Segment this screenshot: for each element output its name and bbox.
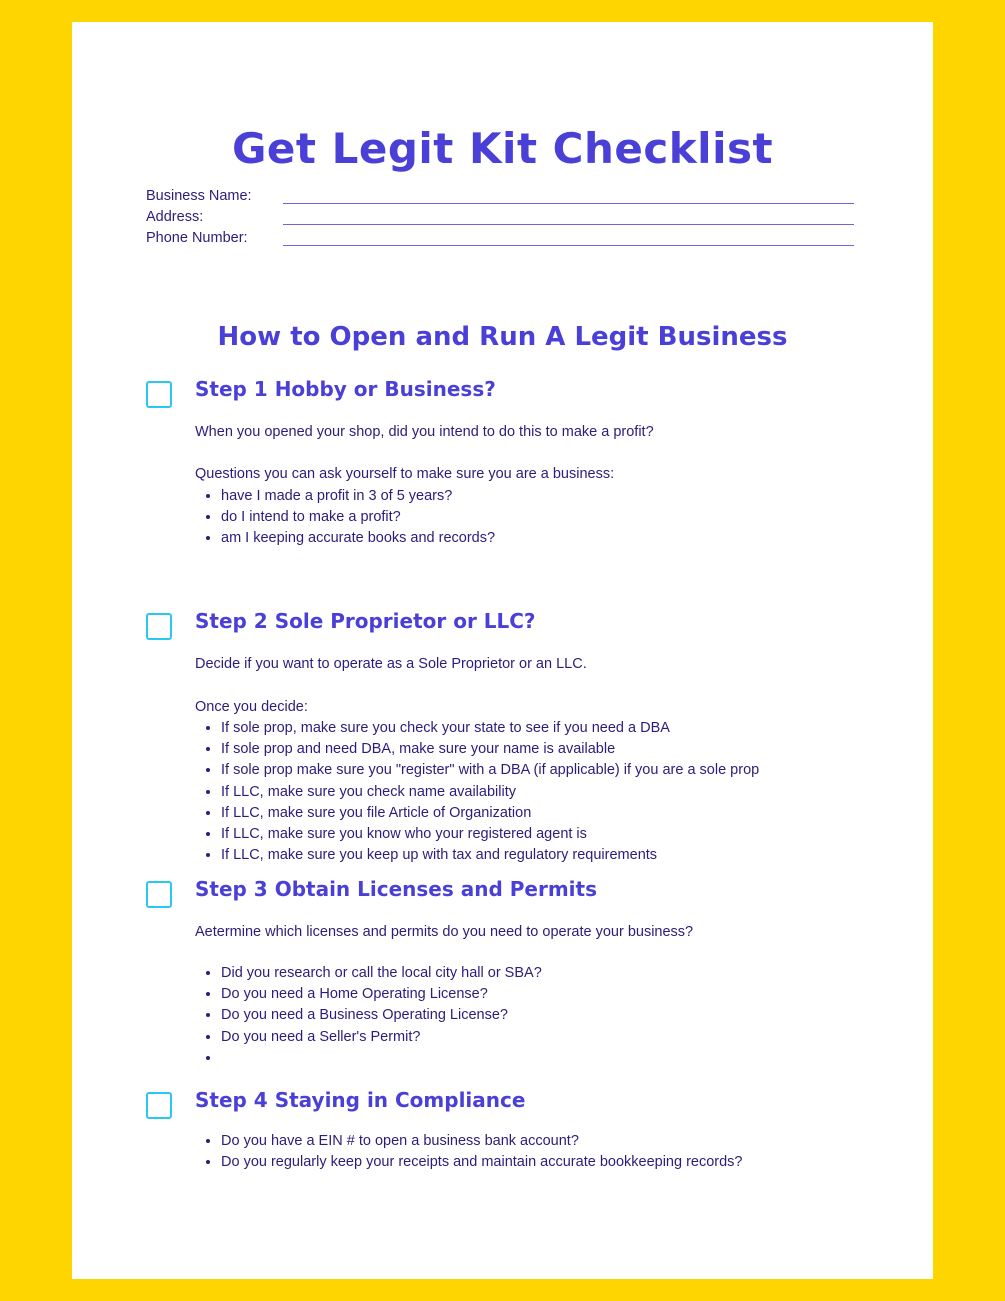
list-item: • Did you research or call the local city hall or SBA? xyxy=(221,963,542,984)
step-4-bullets xyxy=(195,1131,743,1173)
list-item: • If LLC, make sure you file Article of Organization xyxy=(221,803,759,824)
phone-number-line[interactable] xyxy=(283,245,854,246)
list-item: • If LLC, make sure you know who your registered agent is xyxy=(221,824,759,845)
step-3-checkbox[interactable] xyxy=(146,881,172,908)
business-name-field xyxy=(146,188,854,209)
step-1-intro: When you opened your shop, did you intend to do this to make a profit? xyxy=(195,424,654,440)
address-field xyxy=(146,209,854,230)
business-name-label: Business Name: xyxy=(146,188,252,204)
step-2-intro: Decide if you want to operate as a Sole Proprietor or an LLC. xyxy=(195,656,587,672)
list-item: • Do you need a Seller's Permit? xyxy=(221,1027,542,1048)
page-title: Get Legit Kit Checklist xyxy=(231,124,774,173)
step-1-title: Step 1 Hobby or Business? xyxy=(195,377,496,401)
list-item: • am I keeping accurate books and records? xyxy=(221,528,495,549)
step-1-checkbox[interactable] xyxy=(146,381,172,408)
list-item: • Do you regularly keep your receipts and maintain accurate bookkeeping records? xyxy=(221,1152,743,1173)
list-item: • If LLC, make sure you check name availability xyxy=(221,782,759,803)
step-3-bullets xyxy=(195,963,542,1069)
list-item: • If sole prop, make sure you check your state to see if you need a DBA xyxy=(221,718,759,739)
step-4-checkbox[interactable] xyxy=(146,1092,172,1119)
list-item: • Do you need a Home Operating License? xyxy=(221,984,542,1005)
step-2-title: Step 2 Sole Proprietor or LLC? xyxy=(195,609,536,633)
list-item: • If LLC, make sure you keep up with tax and regulatory requirements xyxy=(221,845,759,866)
business-name-line[interactable] xyxy=(283,203,854,204)
list-item: • Do you need a Business Operating License? xyxy=(221,1005,542,1026)
phone-number-field xyxy=(146,230,854,251)
checklist-sheet xyxy=(72,22,933,1279)
list-item: • Do you have a EIN # to open a business bank account? xyxy=(221,1131,743,1152)
phone-number-label: Phone Number: xyxy=(146,230,248,246)
step-4-title: Step 4 Staying in Compliance xyxy=(195,1088,526,1112)
business-info-fields xyxy=(146,188,854,251)
step-2-checkbox[interactable] xyxy=(146,613,172,640)
list-item: • If sole prop make sure you "register" with a DBA (if applicable) if you are a sole prop xyxy=(221,760,759,781)
list-item: • have I made a profit in 3 of 5 years? xyxy=(221,486,495,507)
step-2-bullets xyxy=(195,718,759,866)
address-label: Address: xyxy=(146,209,204,225)
step-1-bullets xyxy=(195,486,495,550)
step-1-lead: Questions you can ask yourself to make sure you are a business: xyxy=(195,466,615,482)
section-heading: How to Open and Run A Legit Business xyxy=(217,322,788,352)
list-item: • If sole prop and need DBA, make sure your name is available xyxy=(221,739,759,760)
list-item xyxy=(221,1048,542,1069)
step-3-intro: Aetermine which licenses and permits do you need to operate your business? xyxy=(195,924,694,940)
step-2-lead: Once you decide: xyxy=(195,699,308,715)
step-3-title: Step 3 Obtain Licenses and Permits xyxy=(195,877,597,901)
list-item: • do I intend to make a profit? xyxy=(221,507,495,528)
address-line[interactable] xyxy=(283,224,854,225)
